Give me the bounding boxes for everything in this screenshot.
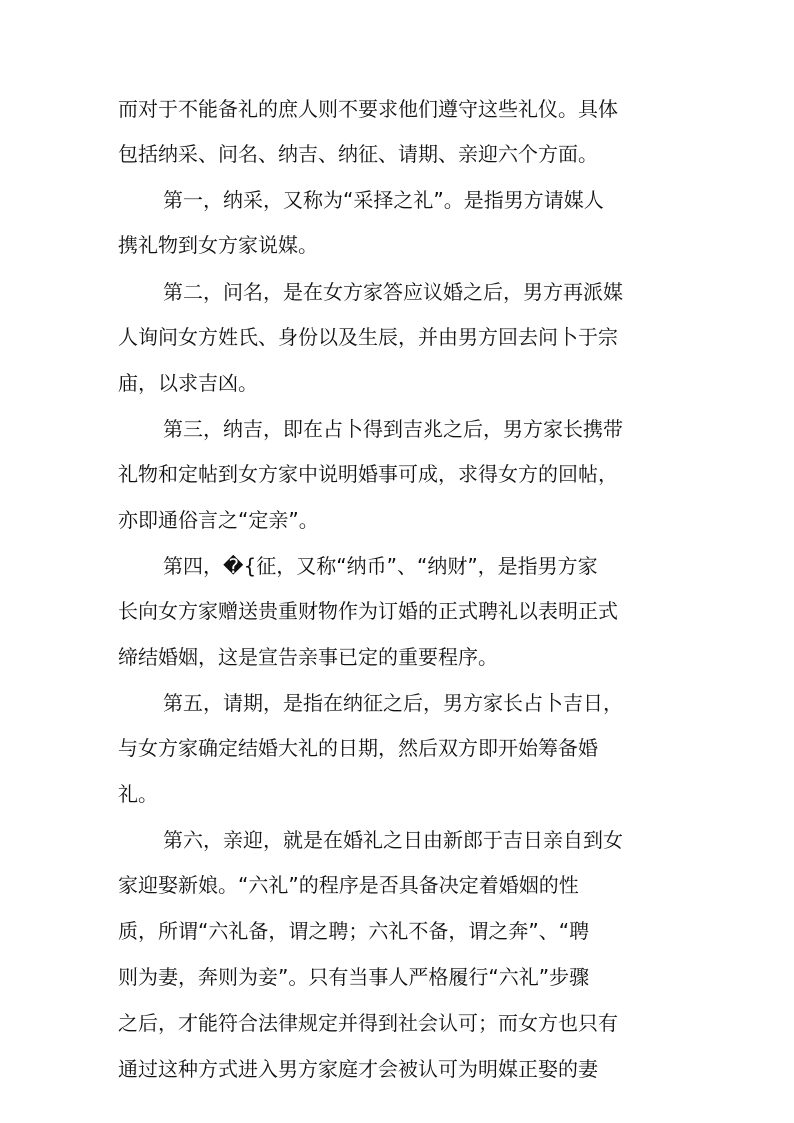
text-line: 与女方家确定结婚大礼的日期，然后双方即开始筹备婚 — [118, 736, 598, 760]
text-line: 之后，才能符合法律规定并得到社会认可；而女方也只有 — [118, 1011, 618, 1035]
text-line: 人询问女方姓氏、身份以及生辰，并由男方回去问卜于宗 — [118, 325, 618, 349]
text-line: 缔结婚姻，这是宣告亲事已定的重要程序。 — [118, 645, 498, 669]
text-line: 礼。 — [118, 782, 158, 806]
text-line: 质，所谓“六礼备，谓之聘；六礼不备，谓之奔”、“聘 — [118, 919, 590, 943]
text-line: 第二，问名，是在女方家答应议婚之后，男方再派媒 — [163, 280, 623, 304]
text-line: 第六，亲迎，就是在婚礼之日由新郎于吉日亲自到女 — [163, 828, 623, 852]
text-line: 庙，以求吉凶。 — [118, 371, 258, 395]
text-line: 通过这种方式进入男方家庭才会被认可为明媒正娶的妻 — [118, 1057, 598, 1081]
text-line: 第一，纳采，又称为“采择之礼”。是指男方请媒人 — [163, 188, 604, 212]
text-line: 礼物和定帖到女方家中说明婚事可成，求得女方的回帖， — [118, 462, 618, 486]
text-line: 第五，请期，是指在纳征之后，男方家长占卜吉日， — [163, 691, 623, 715]
text-line: 则为妻，奔则为妾”。只有当事人严格履行“六礼”步骤 — [118, 965, 590, 989]
text-line: 第四，�{征，又称“纳币”、“纳财”，是指男方家 — [163, 554, 598, 578]
text-line: 第三，纳吉，即在占卜得到吉兆之后，男方家长携带 — [163, 417, 623, 441]
text-line: 而对于不能备礼的庶人则不要求他们遵守这些礼仪。具体 — [118, 97, 618, 121]
text-line: 家迎娶新娘。“六礼”的程序是否具备决定着婚姻的性 — [118, 873, 579, 897]
text-line: 包括纳采、问名、纳吉、纳征、请期、亲迎六个方面。 — [118, 142, 598, 166]
text-line: 携礼物到女方家说媒。 — [118, 233, 318, 257]
text-line: 亦即通俗言之“定亲”。 — [118, 508, 319, 532]
text-line: 长向女方家赠送贵重财物作为订婚的正式聘礼以表明正式 — [118, 599, 618, 623]
